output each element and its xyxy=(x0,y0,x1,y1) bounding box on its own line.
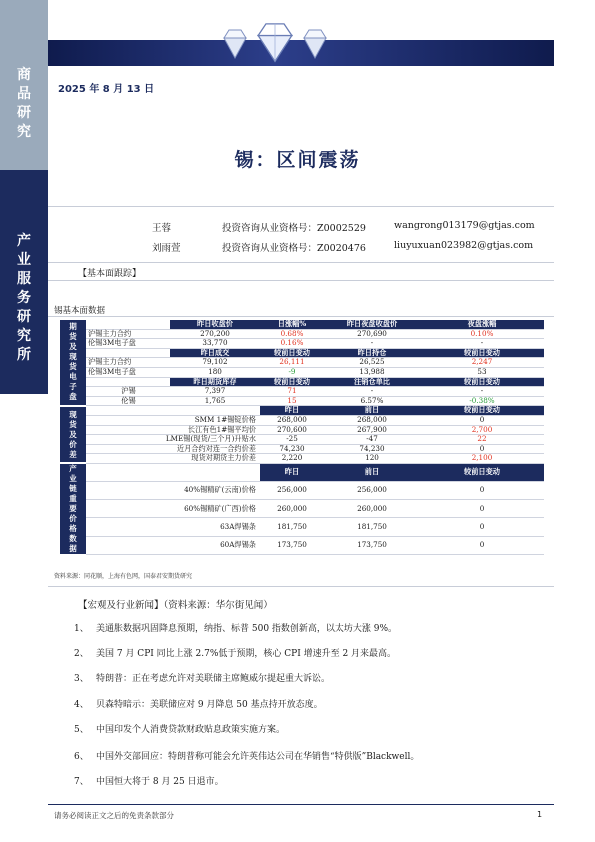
category-label-spot: 现 货 及 价 差 xyxy=(60,406,86,464)
table-cell: 74,230 xyxy=(260,444,324,454)
data-source-note: 资料来源：同花顺，上海有色网，国泰君安期货研究 xyxy=(54,573,193,580)
section-heading-news: 【宏观及行业新闻】（资料来源：华尔街见闻） xyxy=(78,600,273,611)
table-cell: 15 xyxy=(260,396,324,406)
table-cell: 173,750 xyxy=(260,536,324,554)
table-cell: 2,700 xyxy=(420,425,544,435)
page-number: 1 xyxy=(537,810,543,819)
table-cell: 0 xyxy=(420,415,544,425)
table-header-row xyxy=(60,320,544,329)
table-cell: 0.10% xyxy=(420,329,544,339)
divider xyxy=(48,586,554,587)
fundamentals-table xyxy=(60,320,544,555)
table-cell: 268,000 xyxy=(324,415,420,425)
table-cell: 260,000 xyxy=(260,500,324,518)
divider xyxy=(48,316,554,317)
table-cell: -9 xyxy=(260,367,324,377)
table-cell: - xyxy=(324,339,420,349)
table-cell: 0 xyxy=(420,536,544,554)
column-header: 夜盘涨幅 xyxy=(420,320,544,329)
diamond-icon xyxy=(253,20,297,64)
row-label: 现货对期货主力价差 xyxy=(86,454,260,464)
table-cell: 268,000 xyxy=(260,415,324,425)
sidebar-category-label: 商 品 研 究 xyxy=(17,67,31,140)
row-label: 伦锡3M电子盘 xyxy=(86,339,170,349)
table-cell: 26,111 xyxy=(260,358,324,368)
table-row xyxy=(60,367,544,377)
row-label: 沪锡 xyxy=(86,387,170,397)
table-cell: 270,200 xyxy=(170,329,260,339)
diamond-icon xyxy=(218,26,252,60)
column-header: 昨日夜盘收盘价 xyxy=(324,320,420,329)
row-label: 60%锡精矿(广西)价格 xyxy=(86,500,260,518)
news-text: 美通胀数据巩固降息预期，纳指、标普 500 指数创新高，以太坊大涨 9%。 xyxy=(96,624,398,634)
table-cell: 2,220 xyxy=(260,454,324,464)
divider xyxy=(48,280,554,281)
table-cell: 0 xyxy=(420,444,544,454)
table-cell: - xyxy=(420,339,544,349)
column-header: 日涨幅% xyxy=(260,320,324,329)
table-cell: 6.57% xyxy=(324,396,420,406)
table-row xyxy=(60,454,544,464)
category-label-chain: 产 业 链 重 要 价 格 数 据 xyxy=(60,463,86,554)
table-cell: - xyxy=(324,387,420,397)
list-number: 3、 xyxy=(74,674,89,684)
table-cell: 33,770 xyxy=(170,339,260,349)
divider xyxy=(48,206,554,207)
column-header: 昨日持仓 xyxy=(324,348,420,358)
table-cell: 79,102 xyxy=(170,358,260,368)
table-cell: 256,000 xyxy=(260,482,324,500)
list-number: 2、 xyxy=(74,649,89,659)
table-row xyxy=(60,518,544,536)
table-cell: 26,525 xyxy=(324,358,420,368)
table-row xyxy=(60,425,544,435)
author-cert: 投资咨询从业资格号：Z0020476 xyxy=(222,243,366,254)
diamond-icon xyxy=(298,26,332,60)
table-header-row xyxy=(60,463,544,481)
news-text: 贝森特暗示：美联储应对 9 月降息 50 基点持开放态度。 xyxy=(96,700,323,710)
table-cell: -0.38% xyxy=(420,396,544,406)
news-text: 中国恒大将于 8 月 25 日退市。 xyxy=(96,777,224,787)
table-cell: 181,750 xyxy=(324,518,420,536)
row-label: 60A焊锡条 xyxy=(86,536,260,554)
column-header: 昨日 xyxy=(260,406,324,416)
section-heading-fundamentals: 【基本面跟踪】 xyxy=(78,269,142,279)
category-label-futures: 期 货 及 现 货 电 子 盘 xyxy=(60,320,86,406)
table-cell: 267,900 xyxy=(324,425,420,435)
row-label: 近月合约对连一合约价差 xyxy=(86,444,260,454)
table-cell: 2,100 xyxy=(420,454,544,464)
author-name: 刘雨萱 xyxy=(152,243,181,254)
news-text: 中国印发个人消费贷款财政贴息政策实施方案。 xyxy=(96,725,286,735)
author-email[interactable]: liuyuxuan023982@gtjas.com xyxy=(394,240,534,251)
column-header: 注销仓单比 xyxy=(324,377,420,387)
table-cell: 173,750 xyxy=(324,536,420,554)
table-cell: 1,765 xyxy=(170,396,260,406)
table-cell: 270,690 xyxy=(324,329,420,339)
column-header: 前日 xyxy=(324,406,420,416)
table-cell: 0.68% xyxy=(260,329,324,339)
table-row xyxy=(60,482,544,500)
table-cell: 71 xyxy=(260,387,324,397)
table-row xyxy=(60,339,544,349)
table-title: 锡基本面数据 xyxy=(54,306,106,316)
table-cell: 256,000 xyxy=(324,482,420,500)
footer-disclaimer[interactable]: 请务必阅读正文之后的免责条款部分 xyxy=(54,811,174,820)
table-header-row xyxy=(60,406,544,416)
row-label: 沪锡主力合约 xyxy=(86,329,170,339)
list-number: 1、 xyxy=(74,624,89,634)
table-cell: 2,247 xyxy=(420,358,544,368)
table-row xyxy=(60,415,544,425)
row-label: LME锡(现货/三个月)升贴水 xyxy=(86,435,260,445)
author-name: 王蓉 xyxy=(152,223,172,234)
news-text: 美国 7 月 CPI 同比上涨 2.7%低于预期，核心 CPI 增速升至 2 月来最高。 xyxy=(96,649,397,659)
row-label: 40%锡精矿(云南)价格 xyxy=(86,482,260,500)
table-cell: 74,230 xyxy=(324,444,420,454)
table-cell: 0 xyxy=(420,518,544,536)
row-label: 沪锡主力合约 xyxy=(86,358,170,368)
table-cell: - xyxy=(420,387,544,397)
news-text: 中国外交部回应：特朗普称可能会允许英伟达公司在华销售“特供版”Blackwell。 xyxy=(96,752,420,762)
table-cell: 7,397 xyxy=(170,387,260,397)
table-cell: 181,750 xyxy=(260,518,324,536)
author-email[interactable]: wangrong013179@gtjas.com xyxy=(394,220,535,231)
table-cell: -25 xyxy=(260,435,324,445)
column-header: 前日 xyxy=(324,463,420,481)
table-cell: 22 xyxy=(420,435,544,445)
divider xyxy=(48,262,554,263)
column-header: 较前日变动 xyxy=(260,377,324,387)
table-cell: 13,988 xyxy=(324,367,420,377)
table-cell: 0.16% xyxy=(260,339,324,349)
list-number: 7、 xyxy=(74,777,89,787)
footer-divider xyxy=(48,804,554,805)
table-cell: 260,000 xyxy=(324,500,420,518)
list-number: 4、 xyxy=(74,700,89,710)
row-label: 伦锡 xyxy=(86,396,170,406)
row-label: SMM 1#锡锭价格 xyxy=(86,415,260,425)
column-header: 较前日变动 xyxy=(420,463,544,481)
table-cell: 0 xyxy=(420,482,544,500)
column-header: 较前日变动 xyxy=(420,348,544,358)
sidebar-institute-label: 产 业 服 务 研 究 所 xyxy=(17,233,31,363)
sidebar-bottom xyxy=(0,170,48,394)
row-label: 伦锡3M电子盘 xyxy=(86,367,170,377)
column-header: 昨日成交 xyxy=(170,348,260,358)
list-number: 5、 xyxy=(74,725,89,735)
column-header: 昨日期货库存 xyxy=(170,377,260,387)
column-header: 较前日变动 xyxy=(420,406,544,416)
table-cell: 120 xyxy=(324,454,420,464)
table-row xyxy=(60,500,544,518)
header-banner xyxy=(48,40,554,66)
table-row xyxy=(60,435,544,445)
row-label: 63A焊锡条 xyxy=(86,518,260,536)
table-cell: -47 xyxy=(324,435,420,445)
table-row xyxy=(60,536,544,554)
table-cell: 0 xyxy=(420,500,544,518)
table-cell: 180 xyxy=(170,367,260,377)
table-cell: 53 xyxy=(420,367,544,377)
column-header: 较前日变动 xyxy=(260,348,324,358)
report-date: 2025 年 8 月 13 日 xyxy=(58,84,155,95)
table-cell: 270,600 xyxy=(260,425,324,435)
table-row xyxy=(60,387,544,397)
news-text: 特朗普：正在考虑允许对美联储主席鲍威尔提起重大诉讼。 xyxy=(96,674,331,684)
list-number: 6、 xyxy=(74,752,89,762)
page-title: 锡：区间震荡 xyxy=(234,149,361,171)
column-header: 昨日收盘价 xyxy=(170,320,260,329)
row-label: 长江有色1#锡平均价 xyxy=(86,425,260,435)
author-cert: 投资咨询从业资格号：Z0002529 xyxy=(222,223,366,234)
column-header: 昨日 xyxy=(260,463,324,481)
column-header: 较前日变动 xyxy=(420,377,544,387)
